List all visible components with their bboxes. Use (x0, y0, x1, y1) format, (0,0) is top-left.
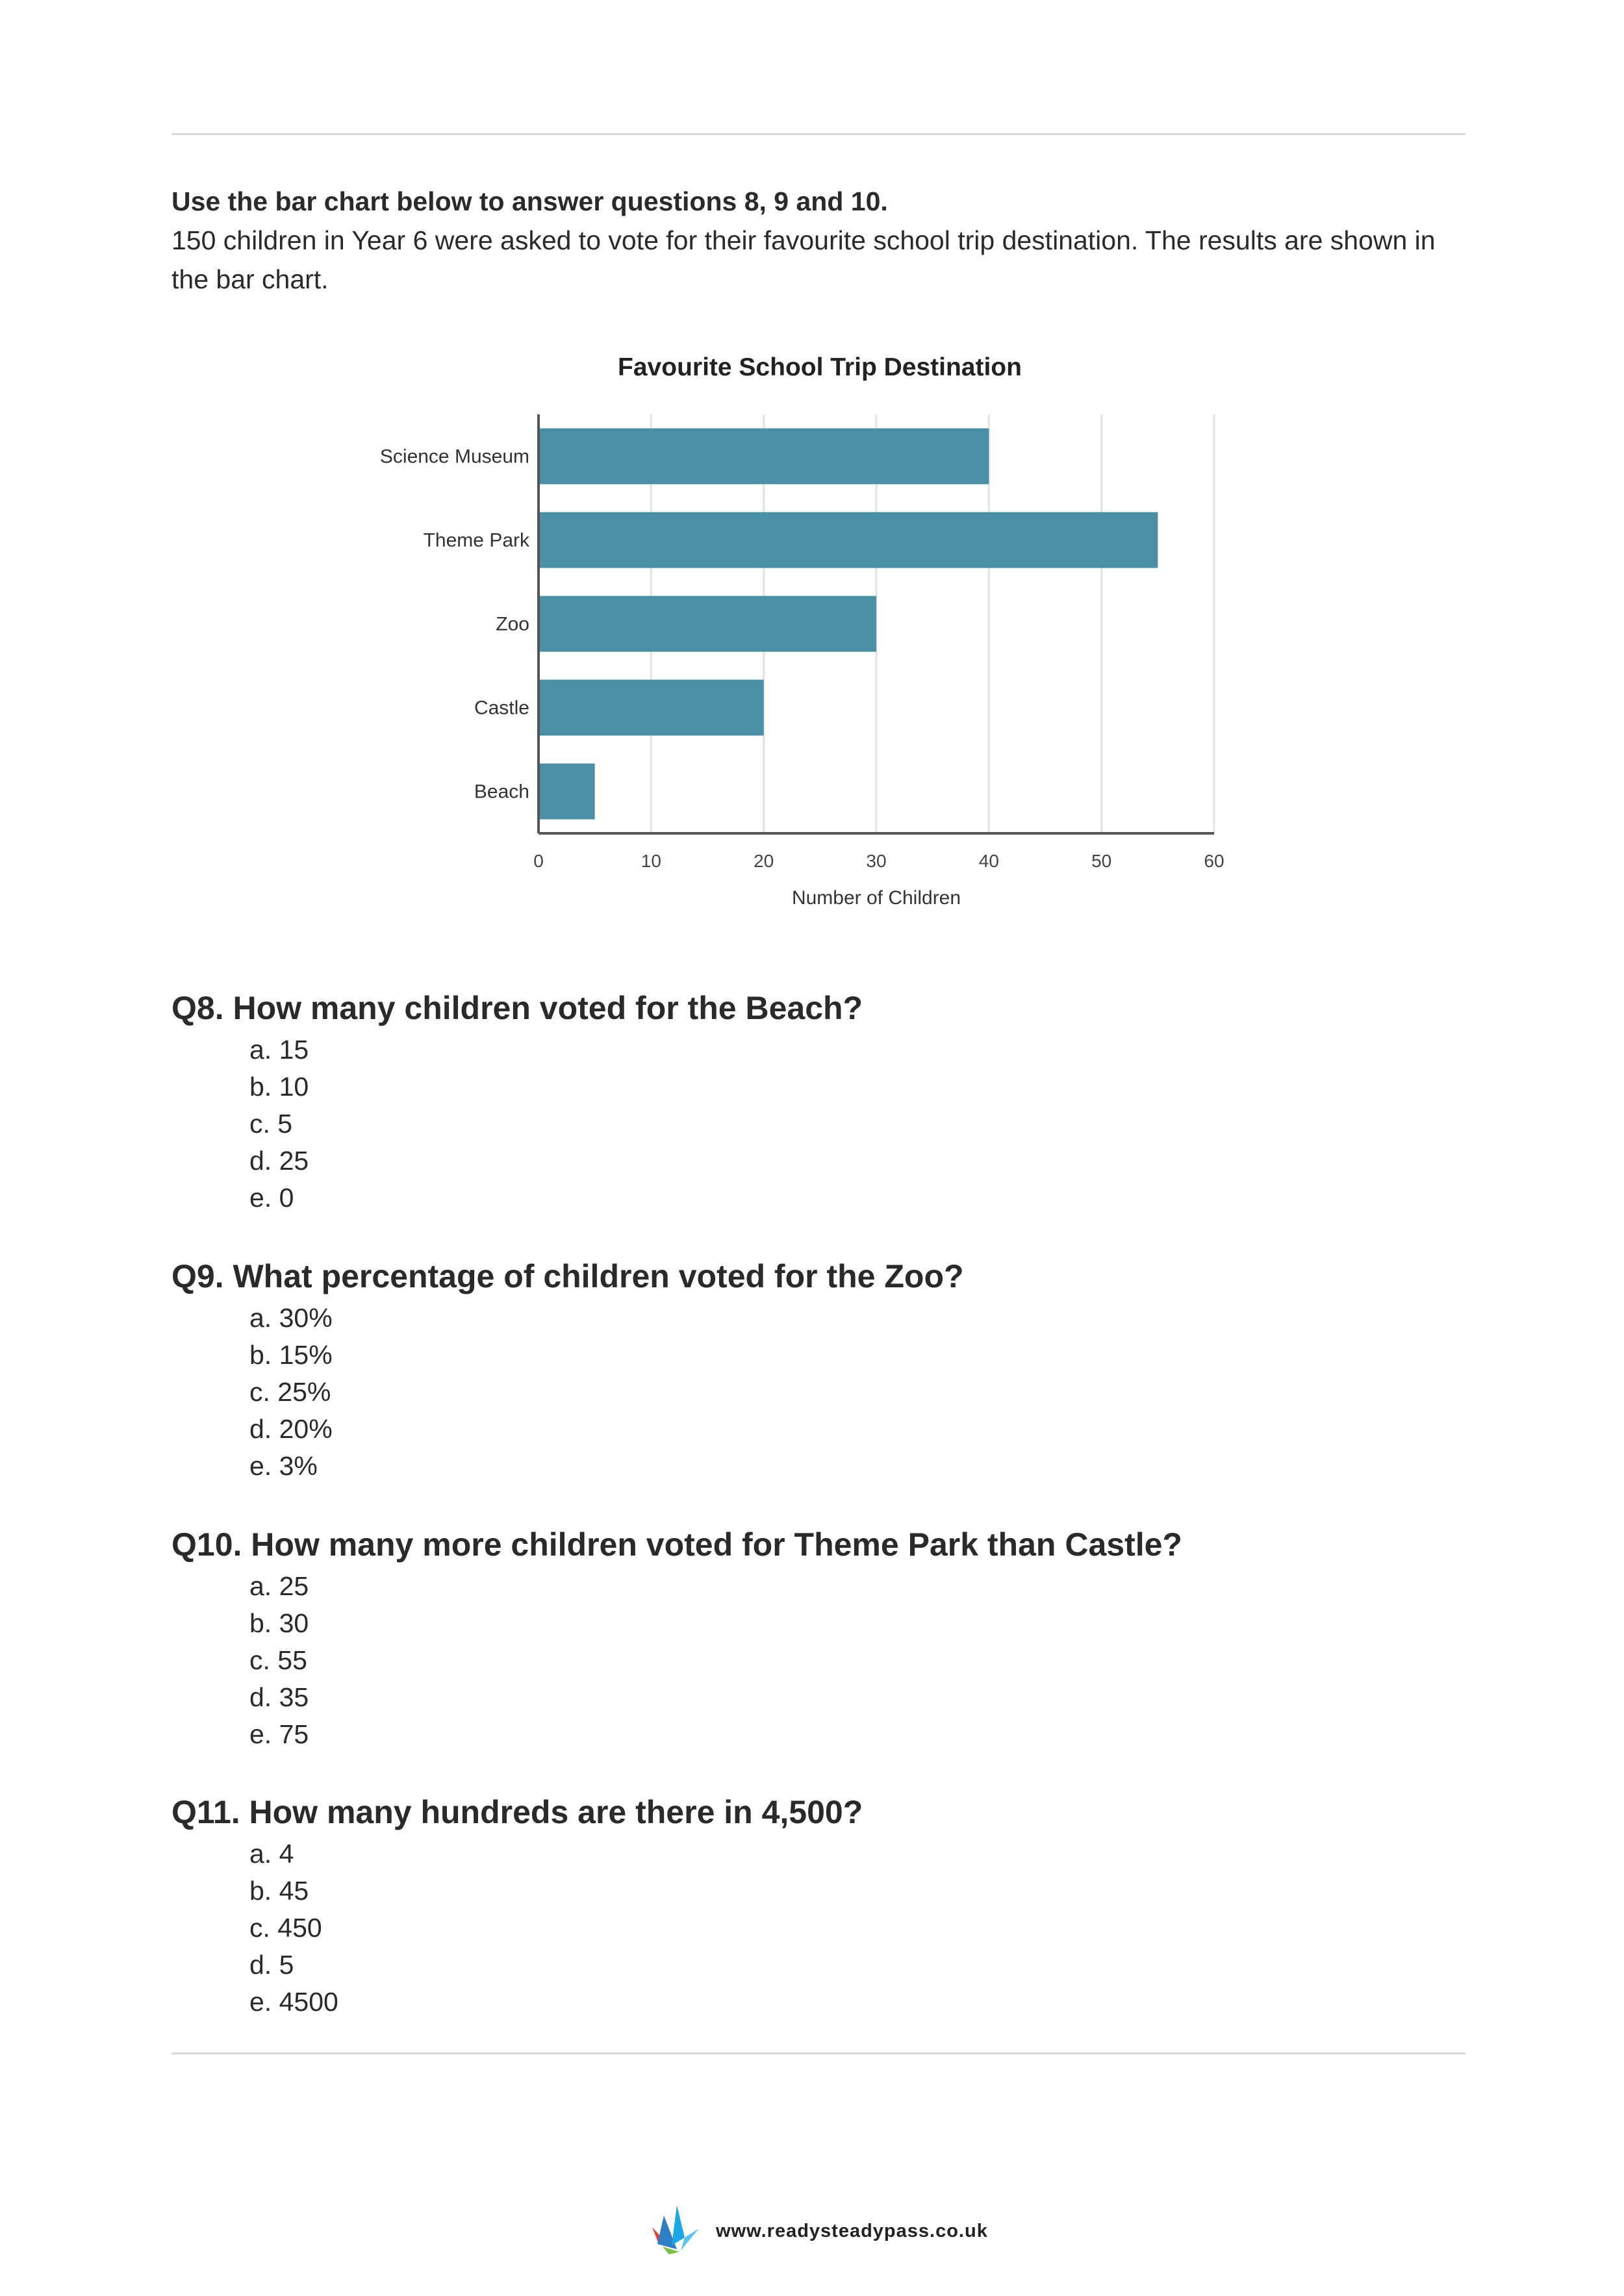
bar-chart (0, 0, 1624, 942)
question-title: Q11. How many hundreds are there in 4,500? (171, 1794, 863, 1830)
option-a[interactable]: a. 30% (249, 1303, 333, 1333)
option-e[interactable]: e. 4500 (249, 1987, 338, 2017)
option-a[interactable]: a. 15 (249, 1035, 309, 1065)
option-b[interactable]: b. 30 (249, 1608, 309, 1638)
footer (650, 2205, 988, 2257)
x-tick-label: 50 (1091, 851, 1112, 871)
bar (539, 512, 1158, 568)
footer-url[interactable]: www.readysteadypass.co.uk (716, 2220, 988, 2241)
bar (539, 596, 876, 652)
category-label: Theme Park (423, 529, 529, 551)
category-label: Beach (474, 781, 529, 803)
x-tick-label: 60 (1204, 851, 1224, 871)
bar (539, 680, 764, 736)
options-list (171, 1568, 1471, 1753)
options-list (171, 1836, 1471, 2021)
intro-heading: Use the bar chart below to answer questions 8, 9 and 10. (171, 186, 888, 216)
bar (539, 429, 989, 485)
x-axis-label: Number of Children (791, 887, 961, 909)
option-c[interactable]: c. 5 (249, 1109, 293, 1139)
x-tick-label: 0 (533, 851, 544, 871)
option-d[interactable]: d. 5 (249, 1950, 294, 1980)
option-d[interactable]: d. 20% (249, 1414, 333, 1444)
question-9 (171, 1255, 1471, 1485)
option-c[interactable]: c. 25% (249, 1377, 331, 1407)
option-d[interactable]: d. 35 (249, 1682, 309, 1712)
crane-logo-icon (650, 2204, 700, 2259)
category-label: Science Museum (379, 446, 529, 468)
question-title: Q8. How many children voted for the Beach? (171, 990, 863, 1026)
question-8 (171, 987, 1471, 1217)
option-b[interactable]: b. 10 (249, 1072, 309, 1102)
question-title: Q10. How many more children voted for Theme Park than Castle? (171, 1526, 1182, 1563)
option-e[interactable]: e. 0 (249, 1183, 294, 1213)
category-label: Castle (474, 697, 529, 719)
x-tick-label: 30 (866, 851, 887, 871)
x-tick-label: 10 (641, 851, 661, 871)
x-tick-label: 20 (754, 851, 774, 871)
option-c[interactable]: c. 55 (249, 1645, 307, 1675)
question-title: Q9. What percentage of children voted for the Zoo? (171, 1258, 964, 1294)
intro-description: 150 children in Year 6 were asked to vote for their favourite school trip destination. The results are shown in the bar chart. (171, 225, 1436, 294)
option-d[interactable]: d. 25 (249, 1146, 309, 1176)
option-a[interactable]: a. 4 (249, 1839, 294, 1869)
bottom-divider (171, 2052, 1465, 2054)
x-tick-label: 40 (978, 851, 999, 871)
option-c[interactable]: c. 450 (249, 1913, 322, 1943)
option-e[interactable]: e. 75 (249, 1719, 309, 1749)
option-a[interactable]: a. 25 (249, 1571, 309, 1601)
options-list (171, 1300, 1471, 1485)
options-list (171, 1031, 1471, 1217)
question-11 (171, 1791, 1471, 2021)
option-e[interactable]: e. 3% (249, 1451, 318, 1481)
category-label: Zoo (496, 613, 529, 635)
chart-title: Favourite School Trip Destination (618, 353, 1022, 381)
bar (539, 764, 595, 820)
option-b[interactable]: b. 15% (249, 1340, 333, 1370)
option-b[interactable]: b. 45 (249, 1876, 309, 1906)
question-10 (171, 1524, 1471, 1753)
